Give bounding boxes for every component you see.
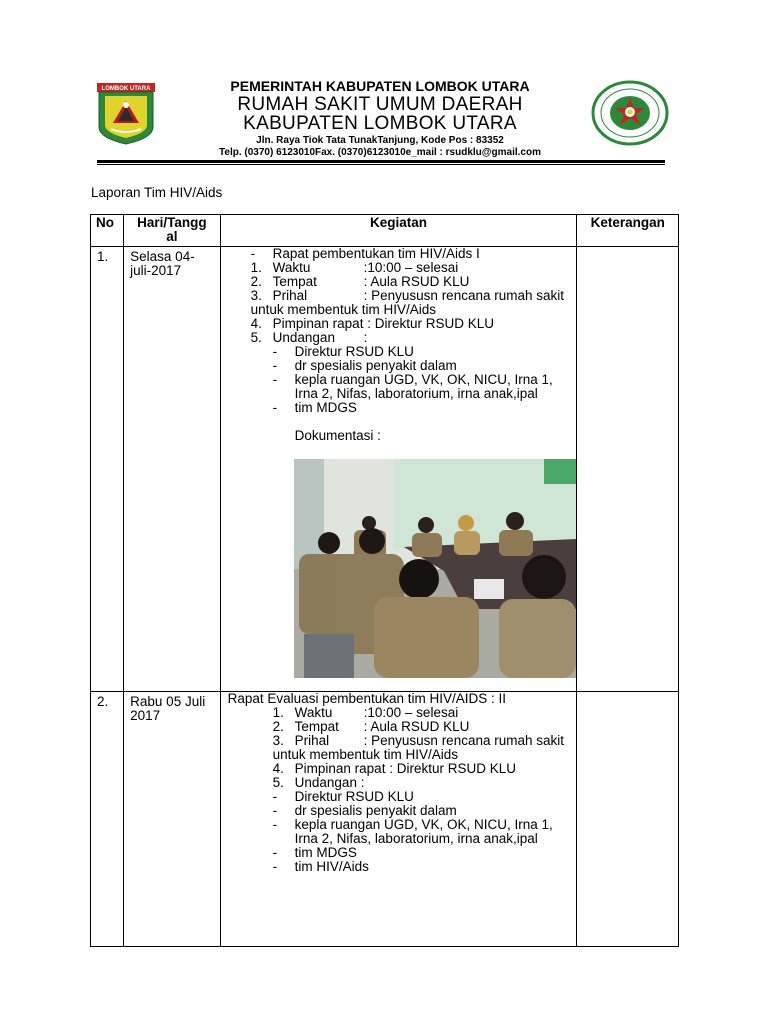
item-label: Waktu [272,260,311,275]
item-number: 2. [250,274,262,289]
header-activity: Kegiatan [220,215,577,247]
row-note [577,247,679,692]
item-label: Prihal [272,288,308,303]
meeting-title: Rapat Evaluasi pembentukan tim HIV/AIDS : II [227,691,507,706]
kabupaten-logo [97,83,155,145]
invitee: dr spesialis penyakit dalam [294,803,457,818]
invitee-dash: - [272,817,278,832]
rsud-logo [591,80,669,146]
meeting-photo [294,459,576,678]
invitee: dr spesialis penyakit dalam [294,358,457,373]
invitee-continuation: Irna 2, Nifas, laboratorium, irna anak,ipal [294,831,538,846]
item-number: 4. [250,316,262,331]
item-number: 3. [250,288,262,303]
invitee-dash: - [272,859,278,874]
row-activity [220,692,577,947]
row-activity [220,247,577,692]
invitee-dash: - [272,803,278,818]
item-label: Waktu [294,705,333,720]
item-text: Pimpinan rapat : Direktur RSUD KLU [272,316,494,331]
item-number: 4. [272,761,284,776]
invitee: tim MDGS [294,400,357,415]
letterhead-hospital: RUMAH SAKIT UMUM DAERAH [237,94,523,115]
svg-text:LOMBOK UTARA: LOMBOK UTARA [101,86,151,92]
item-number: 5. [250,330,262,345]
item-text: Undangan : [294,775,365,790]
letterhead-address: Jln. Raya Tiok Tata TunakTanjung, Kode Pos : 83352 [256,135,504,146]
letterhead-contact: Telp. (0370) 6123010Fax. (0370)6123010e_mail : rsudklu@gmail.com [219,147,541,158]
title-dash: - [250,246,256,261]
letterhead-government: PEMERINTAH KABUPATEN LOMBOK UTARA [230,78,530,94]
invitee: kepla ruangan UGD, VK, OK, NICU, Irna 1, [294,817,553,832]
row-date [124,692,220,947]
letterhead-divider-thin [97,164,665,165]
report-table [90,214,679,947]
item-label: Prihal [294,733,330,748]
item-value: : Penyususn rencana rumah sakit [363,733,564,748]
item-label: Tempat [294,719,339,734]
item-number: 5. [272,775,284,790]
invitee-dash: - [272,344,278,359]
invitee: tim MDGS [294,845,357,860]
row-number: 1. [91,247,124,692]
header-date-line1: Hari/Tangg [137,215,207,230]
invitee-dash: - [272,372,278,387]
invitee-continuation: Irna 2, Nifas, laboratorium, irna anak,ipal [294,386,538,401]
item-value: :10:00 – selesai [363,260,459,275]
invitee: Direktur RSUD KLU [294,344,414,359]
table-row [91,247,679,692]
item-number: 3. [272,733,284,748]
letterhead-regency: KABUPATEN LOMBOK UTARA [243,113,517,134]
item-value: :10:00 – selesai [363,705,459,720]
invitee: kepla ruangan UGD, VK, OK, NICU, Irna 1, [294,372,553,387]
invitee-dash: - [272,789,278,804]
item-label: Tempat [272,274,317,289]
item-label: Undangan [272,330,335,345]
invitee-dash: - [272,845,278,860]
item-value: : Aula RSUD KLU [363,719,470,734]
item-number: 1. [272,705,284,720]
item-text: Pimpinan rapat : Direktur RSUD KLU [294,761,516,776]
row-date-line2: juli-2017 [130,263,182,278]
letterhead-divider [97,160,665,163]
meeting-title: Rapat pembentukan tim HIV/Aids I [272,246,480,261]
row-date [124,247,220,692]
item-value: : Penyususn rencana rumah sakit [363,288,564,303]
table-row [91,692,679,947]
row-number: 2. [91,692,124,947]
header-date [124,215,220,247]
item-continuation: untuk membentuk tim HIV/Aids [272,747,458,762]
table-header-row [91,215,679,247]
invitee: tim HIV/Aids [294,859,369,874]
invitee-dash: - [272,400,278,415]
item-number: 2. [272,719,284,734]
invitee-dash: - [272,358,278,373]
header-date-line2: al [166,229,178,244]
row-note [577,692,679,947]
row-date-line2: 2017 [130,708,161,723]
item-number: 1. [250,260,262,275]
header-no: No [91,215,124,247]
report-title: Laporan Tim HIV/Aids [91,185,223,200]
item-continuation: untuk membentuk tim HIV/Aids [250,302,436,317]
documentation-label: Dokumentasi : [294,428,381,443]
invitee: Direktur RSUD KLU [294,789,414,804]
item-value: : [363,330,368,345]
header-note: Keterangan [577,215,679,247]
item-value: : Aula RSUD KLU [363,274,470,289]
row-date-line1: Rabu 05 Juli [130,694,206,709]
row-date-line1: Selasa 04- [130,249,195,264]
